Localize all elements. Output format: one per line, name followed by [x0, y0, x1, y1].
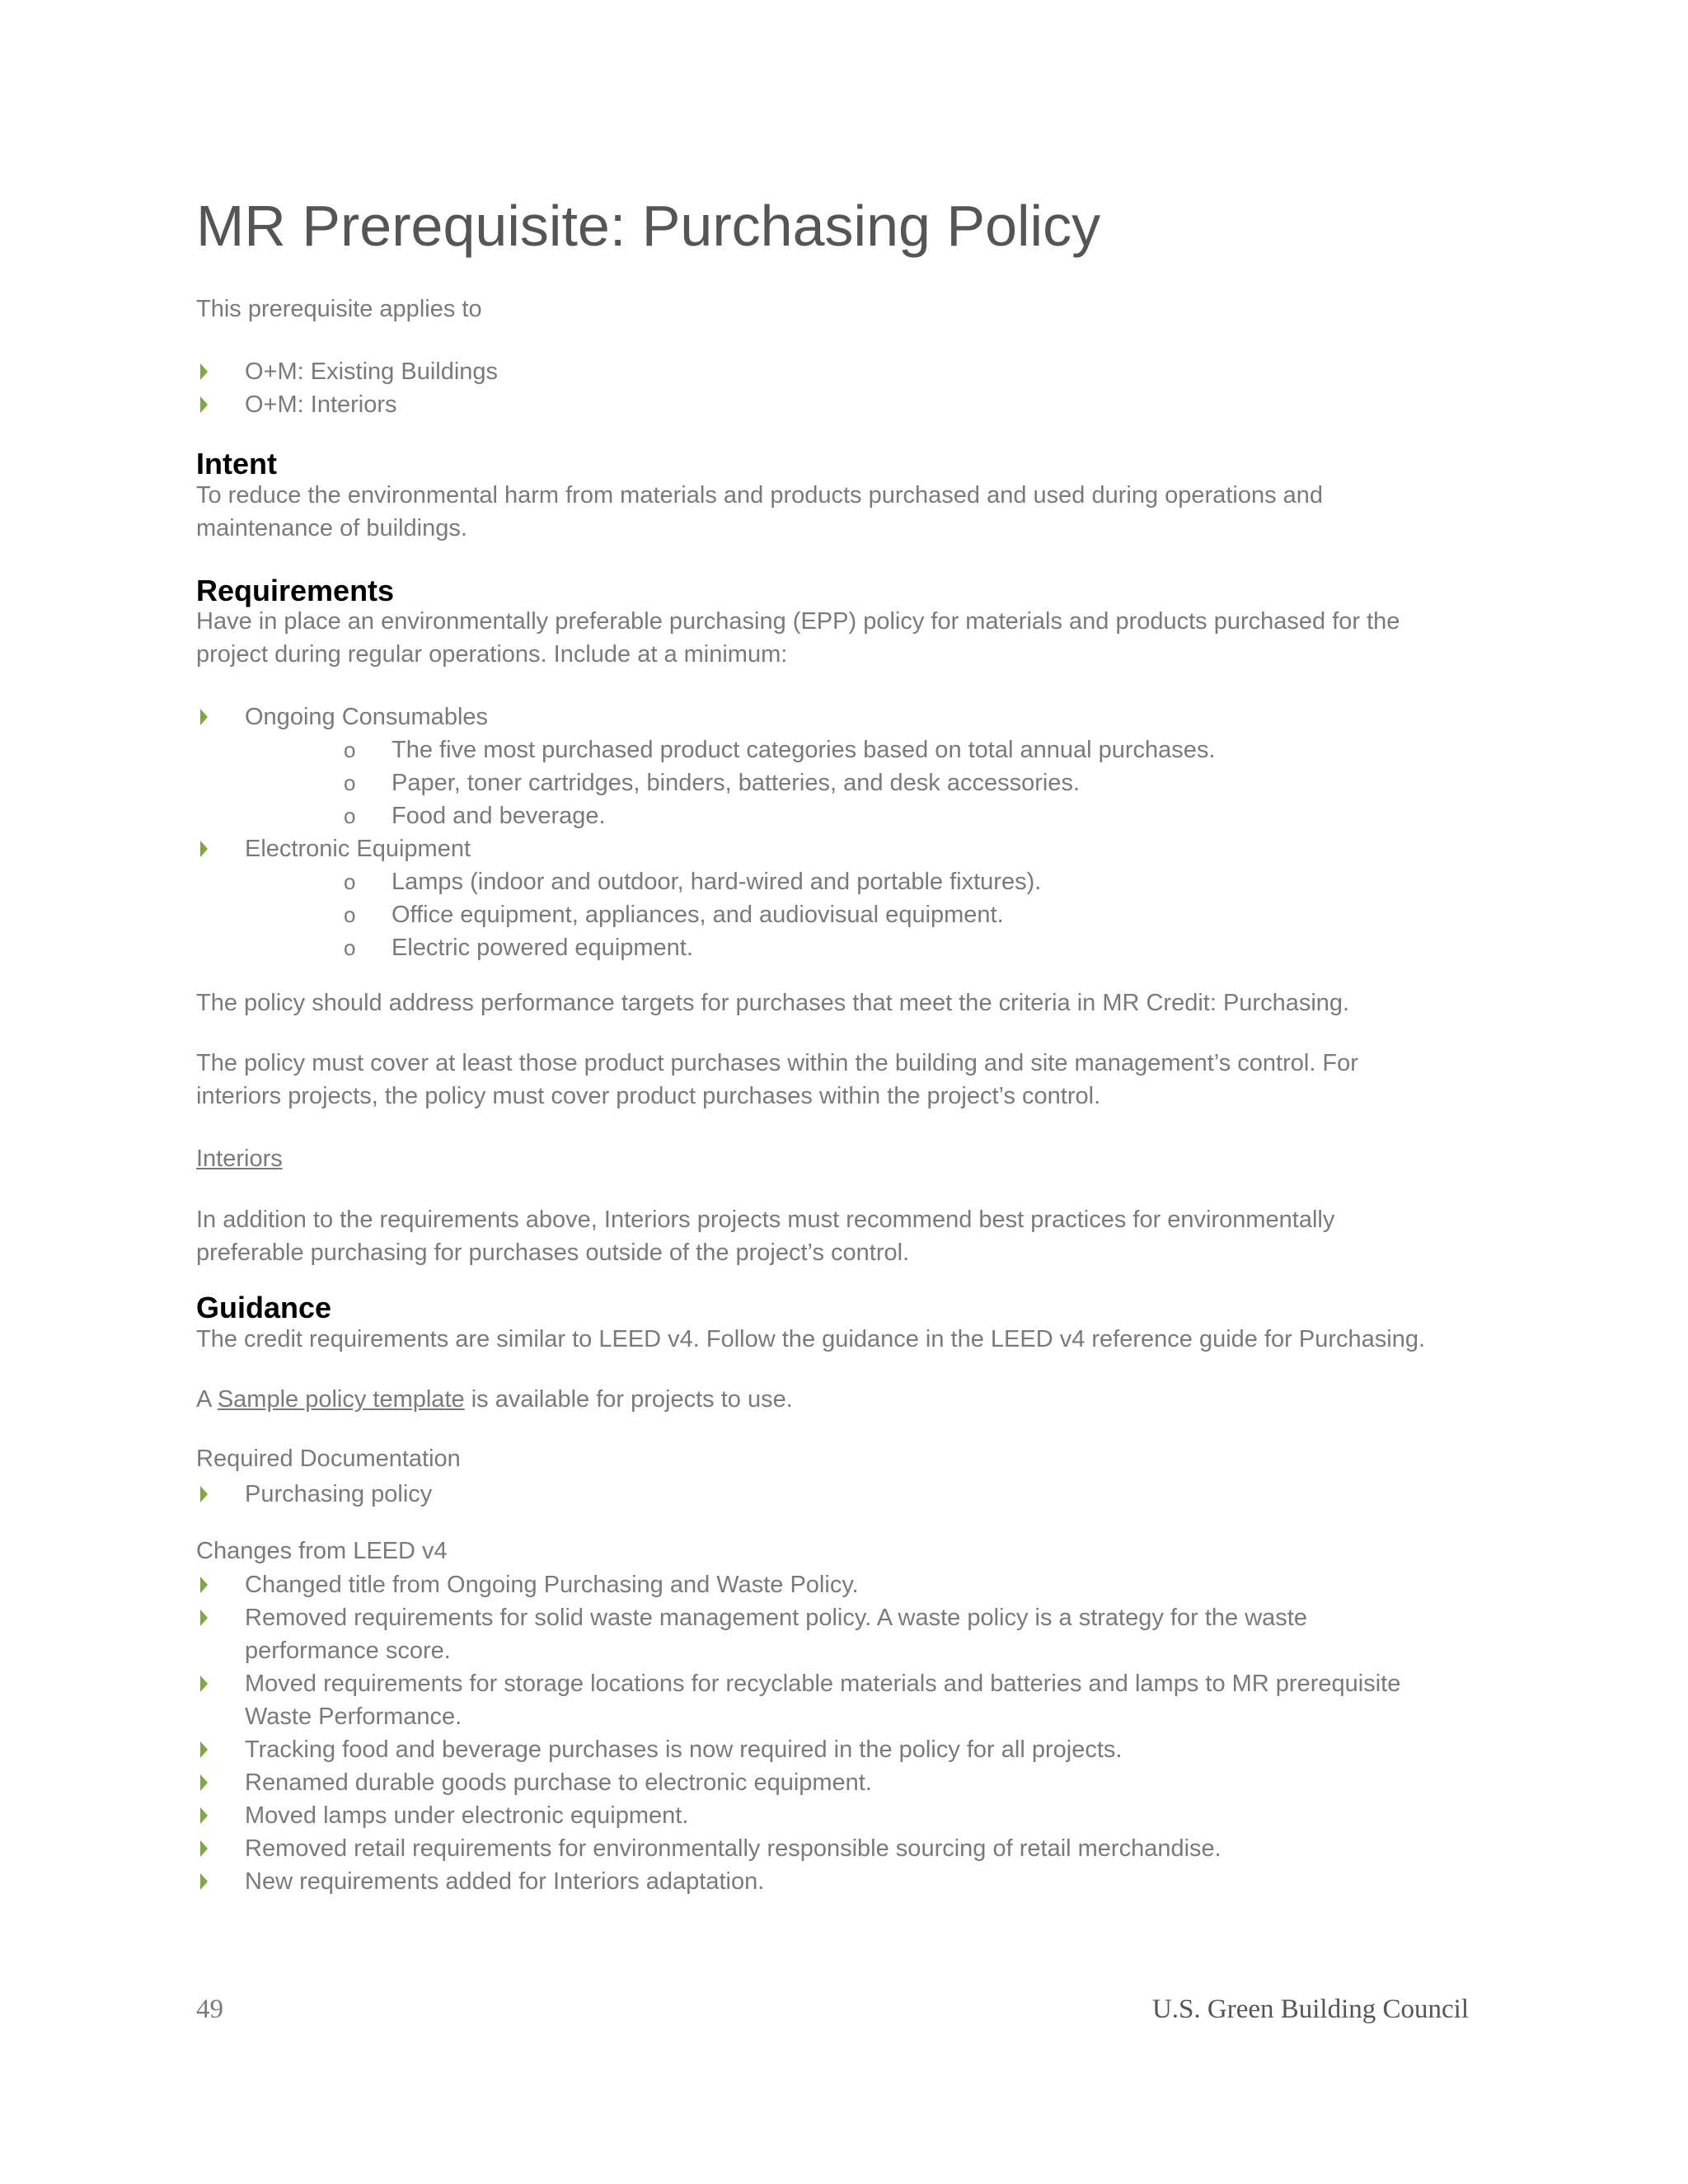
intent-text: To reduce the environmental harm from materials and products purchased and used during operations and maintenance of buildings.: [196, 482, 1324, 541]
arrow-bullet-icon: [200, 1577, 208, 1593]
arrow-bullet-icon: [200, 1840, 208, 1857]
arrow-bullet-icon: [200, 1675, 208, 1692]
arrow-bullet-icon: [200, 1873, 208, 1890]
page-title: MR Prerequisite: Purchasing Policy: [196, 194, 1101, 258]
list-item: Moved requirements for storage locations for recyclable materials and batteries and lamps to MR prerequisite Waste Performance.: [196, 1667, 1456, 1733]
sample-policy-template-link[interactable]: Sample policy template: [217, 1386, 465, 1413]
arrow-bullet-icon: [200, 363, 208, 380]
required-docs-label: Required Documentation: [196, 1446, 461, 1472]
circle-bullet-icon: o: [344, 902, 356, 927]
sub-list-item: o The five most purchased product categories based on total annual purchases.: [196, 733, 1216, 766]
required-docs-list: [196, 1478, 432, 1511]
list-item: Changed title from Ongoing Purchasing and Waste Policy.: [196, 1568, 1440, 1601]
policy-targets-text: The policy should address performance targets for purchases that meet the criteria in MR Credit: Purchasing.: [196, 990, 1350, 1016]
arrow-bullet-icon: [200, 841, 208, 857]
policy-cover-text: The policy must cover at least those product purchases within the building and site management’s control. For interiors projects, the policy must cover product purchases within the project’s control.: [196, 1050, 1358, 1109]
list-item: Ongoing Consumables: [196, 701, 1216, 733]
circle-bullet-icon: o: [344, 771, 356, 795]
footer-organization: U.S. Green Building Council: [1151, 1994, 1469, 2024]
list-item: Removed requirements for solid waste management policy. A waste policy is a strategy for the waste performance score.: [196, 1601, 1399, 1667]
list-item: O+M: Interiors: [196, 388, 498, 421]
list-item: Renamed durable goods purchase to electronic equipment.: [196, 1766, 1440, 1799]
arrow-bullet-icon: [200, 1610, 208, 1626]
arrow-bullet-icon: [200, 1741, 208, 1758]
guidance-heading: Guidance: [196, 1291, 332, 1324]
guidance-text: The credit requirements are similar to LEED v4. Follow the guidance in the LEED v4 reference guide for Purchasing.: [196, 1326, 1426, 1352]
requirements-list: [196, 701, 1216, 964]
arrow-bullet-icon: [200, 1807, 208, 1824]
circle-bullet-icon: o: [344, 804, 356, 828]
changes-label: Changes from LEED v4: [196, 1538, 448, 1564]
sub-list-item: o Paper, toner cartridges, binders, batteries, and desk accessories.: [196, 766, 1216, 799]
page-number: 49: [196, 1994, 223, 2024]
sub-list-item: o Lamps (indoor and outdoor, hard-wired and portable fixtures).: [196, 865, 1216, 898]
list-item: Electronic Equipment: [196, 832, 1216, 865]
requirements-intro: Have in place an environmentally preferable purchasing (EPP) policy for materials and products purchased for the project during regular operations. Include at a minimum:: [196, 608, 1400, 668]
list-item: Moved lamps under electronic equipment.: [196, 1799, 1440, 1832]
interiors-text: In addition to the requirements above, Interiors projects must recommend best practices for environmentally preferable purchasing for purchases outside of the project’s control.: [196, 1207, 1335, 1266]
sub-list-item: o Electric powered equipment.: [196, 931, 1216, 964]
changes-list: [196, 1568, 1482, 1898]
arrow-bullet-icon: [200, 1486, 208, 1502]
list-item: Tracking food and beverage purchases is now required in the policy for all projects.: [196, 1733, 1440, 1766]
arrow-bullet-icon: [200, 1774, 208, 1791]
arrow-bullet-icon: [200, 396, 208, 413]
circle-bullet-icon: o: [344, 869, 356, 894]
list-item: Removed retail requirements for environmentally responsible sourcing of retail merchandise.: [196, 1832, 1440, 1865]
sample-policy-line: A Sample policy template is available for projects to use.: [196, 1386, 793, 1413]
list-item: New requirements added for Interiors adaptation.: [196, 1865, 1440, 1898]
requirements-heading: Requirements: [196, 574, 395, 607]
list-item: O+M: Existing Buildings: [196, 355, 498, 388]
list-item: Purchasing policy: [196, 1478, 432, 1511]
applies-intro: This prerequisite applies to: [196, 296, 482, 322]
circle-bullet-icon: o: [344, 738, 356, 762]
applies-list: [196, 355, 498, 421]
sub-list-item: o Food and beverage.: [196, 799, 1216, 832]
arrow-bullet-icon: [200, 709, 208, 725]
intent-heading: Intent: [196, 447, 277, 480]
interiors-label: Interiors: [196, 1146, 283, 1172]
circle-bullet-icon: o: [344, 935, 356, 960]
sub-list-item: o Office equipment, appliances, and audiovisual equipment.: [196, 898, 1216, 931]
